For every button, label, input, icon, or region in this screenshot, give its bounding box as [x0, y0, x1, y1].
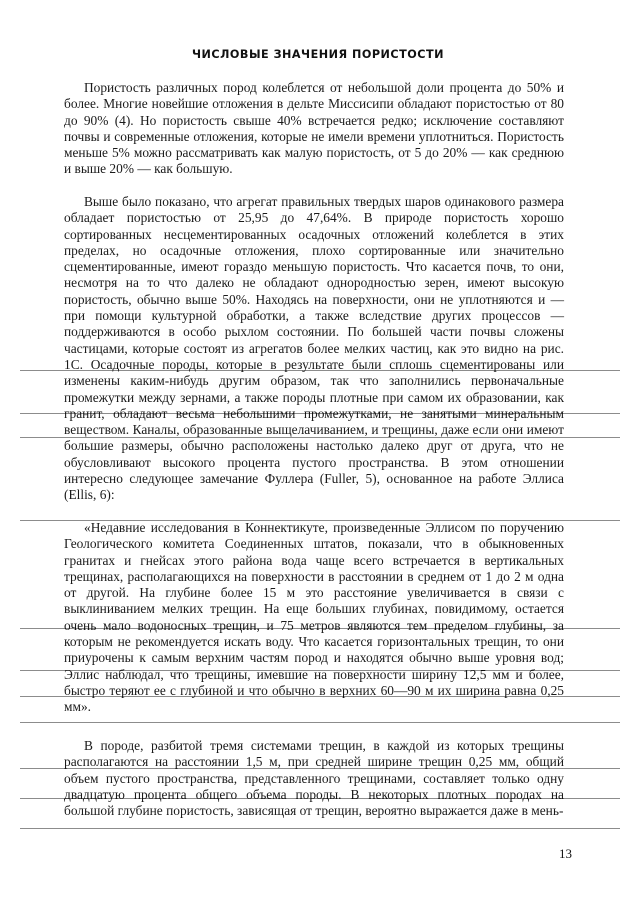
paragraph-text: В породе, разбитой тремя системами трещин, в каждой из которых трещины располагаются на расстоянии 1,5 м, при средней ширине трещин 0,25 мм, общий объем пустого пространства, представленного трещинами, составляет только одну двадцатую процента общего объема породы. В некоторых плотных породах на большой глубине пористость, зависящая от трещин, вероятно выражается даже в мень-: [64, 738, 564, 819]
quote-paragraph: [64, 520, 564, 716]
paragraph-text: Выше было показано, что агрегат правильных твердых шаров одинакового размера обладает пористостью от 25,95 до 47,64%. В природе пористость хорошо сортированных несцементированных осадочных отложений колеблется в этих пределах, но осадочные отложения, плохо сортированные или значительно сцементированные, имеют гораздо меньшую пористость. Что касается почв, то они, несмотря на то что далеко не обладают однородностью зерен, имеют высокую пористость, обычно выше 50%. Находясь на поверхности, они не уплотняются и — при помощи культурной обработки, а также вследствие других процессов — поддерживаются в особо рыхлом состоянии. По большей части почвы сложены частицами, которые состоят из агрегатов более мелких частиц, как это видно на рис. 1С. Осадочные породы, которые в результате были сплошь сцементированы или изменены каким-нибудь другим образом, так что заполнились первоначальные промежутки между зернами, а также породы плотные при самом их образовании, как гранит, обладают весьма небольшими промежутками, не занятыми минеральным веществом. Каналы, образованные выщелачиванием, и трещины, даже если они имеют большие размеры, обычно расположены настолько далеко друг от друга, что не обусловливают высокого процента пустого пространства. В этом отношении интересно следующее замечание Фуллера (Fuller, 5), основанное на работе Эллиса (Ellis, 6):: [64, 194, 564, 503]
paragraph-text: «Недавние исследования в Коннектикуте, произведенные Эллисом по поручению Геологического комитета Соединенных штатов, показали, что в обыкновенных гранитах и гнейсах этого района вода чаще всего встречается в вертикальных трещинах, располагающихся на поверхности в расстоянии в среднем от 1 до 2 м одна от другой. На глубине более 15 м это расстояние увеличивается в связи с выклиниванием мелких трещин. На еще больших глубинах, повидимому, остается очень мало водоносных трещин, и 75 метров являются тем пределом глубины, за которым не рекомендуется искать воду. Что касается горизонтальных трещин, то они приурочены к самым верхним частям пород и находятся обычно выше уровня вод; Эллис наблюдал, что трещины, имевшие на поверхности ширину 12,5 мм и более, быстро теряют ее с глубиной и что обычно в верхних 60—90 м их ширина равна 0,25 мм».: [64, 520, 564, 715]
page-number: 13: [559, 846, 572, 861]
scan-line: [20, 670, 620, 671]
scan-line: [20, 413, 620, 414]
scan-line: [20, 696, 620, 697]
page-title: ЧИСЛОВЫЕ ЗНАЧЕНИЯ ПОРИСТОСТИ: [192, 48, 444, 61]
scan-line: [20, 828, 620, 829]
scan-line: [20, 628, 620, 629]
paragraph-4: [64, 738, 564, 819]
scan-line: [20, 520, 620, 521]
scan-line: [20, 768, 620, 769]
scan-line: [20, 437, 620, 438]
scan-line: [20, 722, 620, 723]
scan-line: [20, 798, 620, 799]
paragraph-2: [64, 194, 564, 504]
scan-line: [20, 370, 620, 371]
paragraph-text: Пористость различных пород колеблется от небольшой доли процента до 50% и более. Многие новейшие отложения в дельте Миссисипи обладают пористостью от 80 до 90% (4). Но пористость свыше 40% встречается редко; исключение составляют почвы и современные отложения, которые не имели времени уплотниться. Пористость меньше 5% можно рассматривать как малую пористость, от 5 до 20% — как среднюю и выше 20% — как большую.: [64, 80, 564, 177]
paragraph-1: [64, 80, 564, 178]
